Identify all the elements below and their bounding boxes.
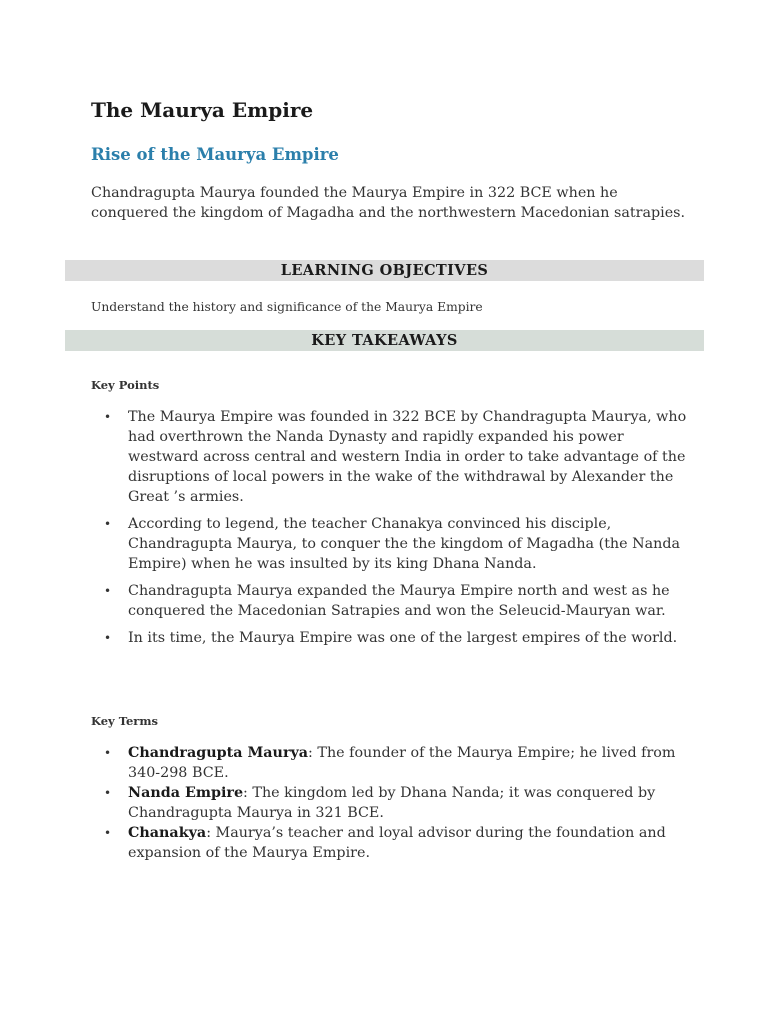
key-point-item — [91, 628, 691, 648]
key-point-text: According to legend, the teacher Chanakya convinced his disciple, Chandragupta Maurya, to conquer the the kingdom of Magadha (the Nanda Empire) when he was insulted by its king Dhana Nanda. — [128, 516, 681, 572]
learning-objectives-heading: LEARNING OBJECTIVES — [65, 260, 704, 281]
key-term-definition: : The kingdom led by Dhana Nanda; it was conquered by Chandragupta Maurya in 321 BCE. — [128, 785, 656, 821]
key-term-name: Chandragupta Maurya — [128, 745, 309, 761]
key-point-item — [91, 581, 691, 621]
bullet-icon: • — [104, 631, 112, 645]
key-points-list — [91, 407, 691, 655]
key-points-label: Key Points — [91, 378, 160, 392]
key-terms-label: Key Terms — [91, 714, 159, 728]
key-term-name: Chanakya — [128, 825, 207, 841]
key-term-definition: : Maurya’s teacher and loyal advisor during the foundation and expansion of the Maurya Empire. — [128, 825, 666, 861]
intro-paragraph: Chandragupta Maurya founded the Maurya Empire in 322 BCE when he conquered the kingdom of Magadha and the northwestern Macedonian satrapies. — [91, 185, 686, 221]
key-term-item — [91, 743, 691, 783]
key-point-text: In its time, the Maurya Empire was one of the largest empires of the world. — [128, 630, 678, 646]
learning-objective-text: Understand the history and significance of the Maurya Empire — [91, 300, 483, 314]
key-term-name: Nanda Empire — [128, 785, 244, 801]
key-term-item — [91, 783, 691, 823]
key-term-definition: : The founder of the Maurya Empire; he lived from 340-298 BCE. — [128, 745, 676, 781]
bullet-icon: • — [104, 826, 112, 840]
section-title: Rise of the Maurya Empire — [91, 145, 339, 164]
bullet-icon: • — [104, 584, 112, 598]
key-point-item — [91, 514, 691, 574]
key-term-item — [91, 823, 691, 863]
key-point-text: The Maurya Empire was founded in 322 BCE by Chandragupta Maurya, who had overthrown the Nanda Dynasty and rapidly expanded his power westward across central and western India in order to take advantage of the disruptions of local powers in the wake of the withdrawal by Alexander the Great ’s armies. — [128, 409, 687, 505]
key-takeaways-heading: KEY TAKEAWAYS — [65, 330, 704, 351]
key-terms-list — [91, 743, 691, 863]
bullet-icon: • — [104, 517, 112, 531]
key-point-item — [91, 407, 691, 507]
bullet-icon: • — [104, 410, 112, 424]
bullet-icon: • — [104, 786, 112, 800]
key-point-text: Chandragupta Maurya expanded the Maurya Empire north and west as he conquered the Macedonian Satrapies and won the Seleucid-Mauryan war. — [128, 583, 670, 619]
bullet-icon: • — [104, 746, 112, 760]
page-title: The Maurya Empire — [91, 98, 314, 122]
